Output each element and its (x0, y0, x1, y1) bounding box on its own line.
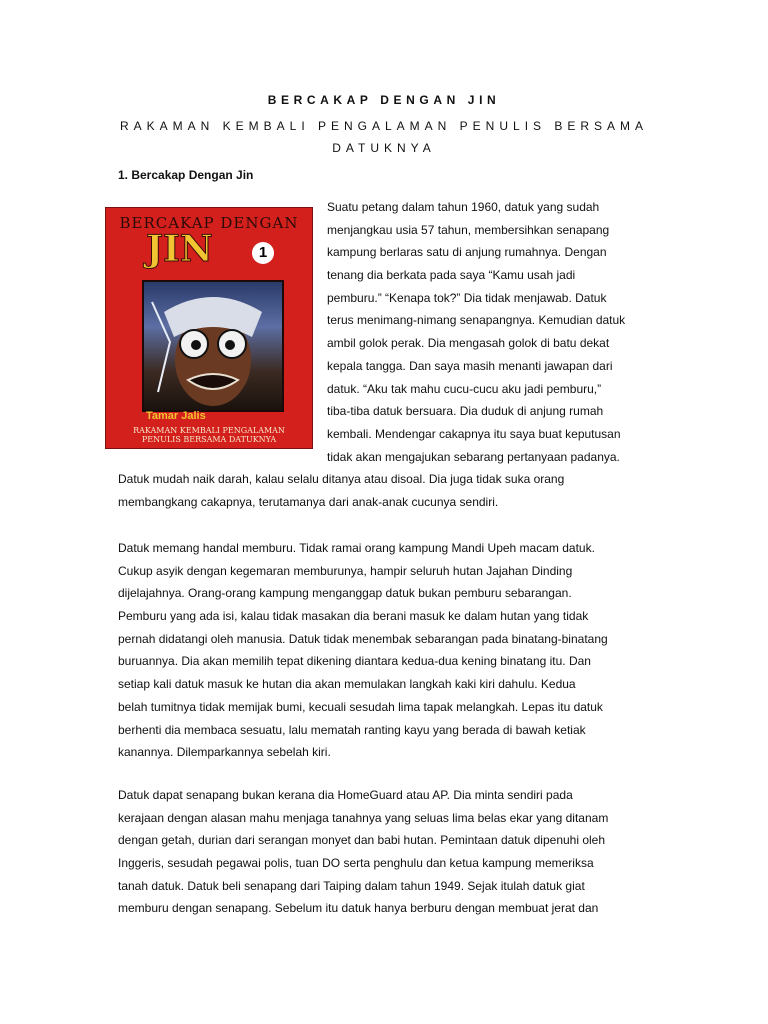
text-line: tenang dia berkata pada saya “Kamu usah jadi (327, 268, 576, 283)
text-line: kampung berlaras satu di anjung rumahnya. Dengan (327, 245, 607, 260)
text-line: kembali. Mendengar cakapnya itu saya buat keputusan (327, 426, 621, 441)
cover-author: Tamar Jalis (146, 410, 206, 422)
text-line: membangkang cakapnya, terutamanya dari anak-anak cucunya sendiri. (118, 494, 499, 509)
text-line: tidak akan mengajukan sebarang pertanyaan padanya. (327, 449, 620, 464)
text-line: dengan getah, durian dari serangan monyet dan babi hutan. Pemintaan datuk dipenuhi oleh (118, 833, 606, 848)
book-cover-image (105, 207, 313, 449)
text-line: kanannya. Dilemparkannya sebelah kiri. (118, 745, 331, 760)
text-line: terus menimang-nimang senapangnya. Kemudian datuk (327, 313, 626, 328)
face-illustration-icon (144, 282, 282, 410)
text-line: pemburu.” “Kenapa tok?” Dia tidak menjawab. Datuk (327, 290, 607, 305)
paragraph-2 (118, 537, 658, 764)
cover-volume-badge: 1 (252, 242, 274, 264)
text-line: Datuk dapat senapang bukan kerana dia HomeGuard atau AP. Dia minta sendiri pada (118, 788, 573, 802)
text-line: tiba-tiba datuk bersuara. Dia duduk di anjung rumah (327, 404, 604, 419)
paragraph-1-wrapped (327, 196, 657, 468)
text-line: dijelajahnya. Orang-orang kampung menganggap datuk bukan pemburu sebarangan. (118, 586, 572, 601)
cover-subtitle-line: RAKAMAN KEMBALI PENGALAMAN (133, 426, 285, 435)
text-line: pernah didatangi oleh manusia. Datuk tidak menembak sebarangan pada binatang-binatang (118, 631, 608, 646)
cover-subtitle-line: PENULIS BERSAMA DATUKNYA (141, 435, 277, 444)
text-line: Suatu petang dalam tahun 1960, datuk yang sudah (327, 200, 600, 214)
text-line: datuk. “Aku tak mahu cucu-cucu aku jadi pemburu,” (327, 381, 602, 396)
text-line: buruannya. Dia akan memilih tepat dikening diantara kedua-dua kening binatang itu. Dan (118, 654, 591, 669)
document-title: BERCAKAP DENGAN JIN (267, 93, 501, 107)
cover-title-main: JIN (146, 228, 213, 270)
text-line: Inggeris, sesudah pegawai polis, tuan DO serta penghulu dan ketua kampung memeriksa (118, 856, 594, 871)
text-line: setiap kali datuk masuk ke hutan dia akan memulakan langkah kaki kiri dahulu. Kedua (118, 677, 576, 692)
cover-illustration (142, 280, 284, 412)
section-heading: 1. Bercakap Dengan Jin (118, 168, 254, 182)
text-line: Datuk mudah naik darah, kalau selalu ditanya atau disoal. Dia juga tidak suka orang (118, 472, 565, 486)
text-line: kerajaan dengan alasan mahu menjaga tanahnya yang seluas lima belas ekar yang ditanam (118, 810, 609, 825)
text-line: tanah datuk. Datuk beli senapang dari Taiping dalam tahun 1949. Sejak itulah datuk giat (118, 878, 585, 893)
text-line: berhenti dia membaca sesuatu, lalu mematah ranting kayu yang berada di bawah ketiak (118, 722, 586, 737)
text-line: Datuk memang handal memburu. Tidak ramai orang kampung Mandi Upeh macam datuk. (118, 541, 595, 555)
text-line: Cukup asyik dengan kegemaran memburunya, hampir seluruh hutan Jajahan Dinding (118, 563, 573, 578)
cover-subtitle (106, 426, 312, 444)
text-line: menjangkau usia 57 tahun, membersihkan senapang (327, 222, 610, 237)
text-line: ambil golok perak. Dia mengasah golok di batu dekat (327, 336, 610, 351)
text-line: memburu dengan senapang. Sebelum itu datuk hanya berburu dengan membuat jerat dan (118, 901, 599, 916)
document-subtitle: RAKAMAN KEMBALI PENGALAMAN PENULIS BERSAMA DATUKNYA (119, 119, 649, 155)
text-line: kepala tangga. Dan saya masih menanti jawapan dari (327, 358, 613, 373)
paragraph-1-continued (118, 468, 658, 513)
text-line: belah tumitnya tidak memijak bumi, kecuali sesudah lima tapak melangkah. Lepas itu datuk (118, 699, 603, 714)
cover-title-top: BERCAKAP DENGAN (119, 214, 299, 232)
text-line: Pemburu yang ada isi, kalau tidak masakan dia berani masuk ke dalam hutan yang tidak (118, 609, 589, 624)
paragraph-3 (118, 784, 658, 920)
